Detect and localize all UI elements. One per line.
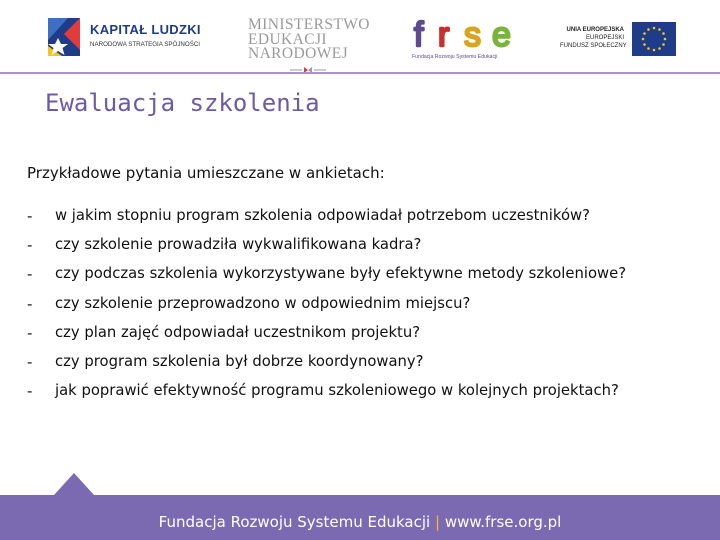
footer-separator: | — [434, 513, 441, 531]
frse-caption: Fundacja Rozwoju Systemu Edukacji — [412, 54, 498, 60]
eu-logo — [560, 22, 678, 58]
bullet-dash: - — [27, 236, 33, 255]
kapital-ludzki-logo — [44, 16, 204, 58]
bullet-dash: - — [27, 207, 33, 225]
footer-text — [0, 512, 720, 532]
frse-logo — [412, 18, 524, 64]
eu-line-2: EUROPEJSKI — [585, 35, 624, 41]
ministerstwo-line-3: NARODOWEJ — [248, 45, 349, 62]
question-text: w jakim stopniu program szkolenia odpowiadał potrzebom uczestników? — [55, 207, 590, 224]
question-text: jak poprawić efektywność programu szkoleniowego w kolejnych projektach? — [55, 382, 619, 400]
bullet-dash: - — [27, 352, 33, 371]
question-text: czy program szkolenia był dobrze koordynowany? — [55, 352, 424, 370]
question-text: czy szkolenie przeprowadzono w odpowiednim miejscu? — [55, 294, 471, 312]
ministerstwo-line-2: EDUKACJI — [248, 30, 327, 48]
eu-flag-icon — [632, 22, 676, 56]
ministerstwo-logo — [248, 18, 378, 62]
footer-url-link[interactable]: www.frse.org.pl — [444, 513, 562, 531]
eu-line-1: UNIA EUROPEJSKA — [566, 27, 624, 33]
bullet-dash: - — [27, 265, 33, 284]
frse-letters-icon — [412, 18, 524, 52]
eu-line-3: FUNDUSZ SPOŁECZNY — [560, 43, 627, 49]
question-text: czy plan zajęć odpowiadał uczestnikom projektu? — [55, 323, 421, 341]
footer-org: Fundacja Rozwoju Systemu Edukacji — [158, 513, 431, 531]
footer-notch — [54, 473, 94, 495]
frse-letter-r: r — [438, 18, 450, 52]
kapital-ludzki-logo-icon — [44, 16, 84, 58]
ministerstwo-line-1: MINISTERSTWO — [248, 16, 370, 33]
question-text: czy podczas szkolenia wykorzystywane były efektywne metody szkoleniowe? — [55, 265, 627, 283]
frse-letter-f: f — [414, 18, 424, 52]
logo-bar — [0, 0, 720, 72]
bullet-dash: - — [27, 294, 33, 313]
frse-letter-e: e — [492, 18, 511, 52]
frse-letter-s: s — [464, 18, 481, 52]
slide-title: Ewaluacja szkolenia — [45, 89, 320, 117]
bullet-dash: - — [27, 382, 33, 401]
intro-text: Przykładowe pytania umieszczane w ankietach: — [27, 164, 385, 182]
kapital-ludzki-title: KAPITAŁ LUDZKI — [90, 22, 201, 37]
header-divider — [0, 72, 720, 74]
bullet-dash: - — [27, 323, 33, 342]
question-text: czy szkolenie prowadziła wykwalifikowana kadra? — [55, 236, 422, 254]
kapital-ludzki-subtitle: NARODOWA STRATEGIA SPÓJNOŚCI — [90, 41, 201, 48]
eu-text — [560, 26, 627, 50]
